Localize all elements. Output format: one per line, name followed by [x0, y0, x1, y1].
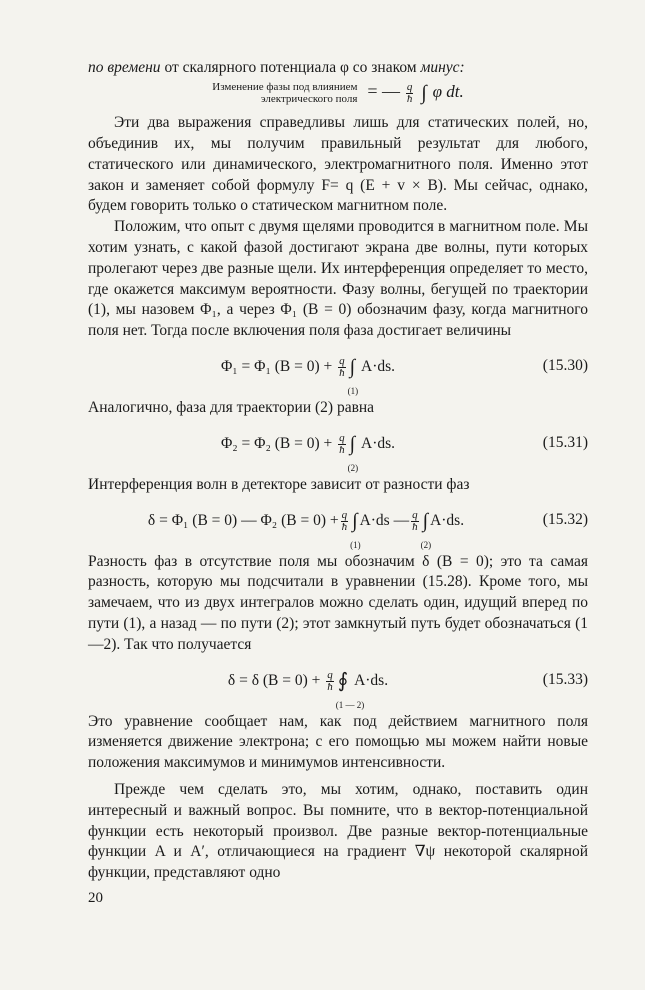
page-body: [88, 58, 588, 884]
equation-15-32-num-2: q: [412, 508, 418, 521]
equation-15-30-num: q: [339, 355, 345, 367]
equation-15-32-body: [88, 508, 524, 550]
intro-italic-2: минус:: [420, 59, 465, 76]
top-equation-integrand: φ dt.: [432, 81, 464, 101]
equation-15-33-integral: [335, 669, 365, 710]
top-equation: [88, 81, 588, 105]
equation-15-32: [88, 502, 588, 550]
equation-15-30-fraction: [338, 356, 346, 379]
equation-15-33-num: q: [327, 668, 333, 681]
intro-italic-1: по времени: [88, 59, 161, 76]
equation-15-32-limit-2: (2): [420, 539, 432, 550]
equation-15-33-limit: (1 — 2): [335, 699, 365, 710]
equation-15-32-int-sign-2: ∫: [422, 509, 429, 532]
equation-15-30-tail: A·ds.: [361, 358, 396, 376]
equation-15-31-integral: [347, 432, 359, 473]
paragraph-1: Эти два выражения справедливы лишь для статических полей, но, объединив их, мы получим правильный результат для любого, статического или динамического, электромагнитного поля. Именно этот закон и заменяет собой формулу F= q (E + v × B). Мы сейчас, однако, будем говорить только о статическом магнитном поле.: [88, 114, 588, 215]
equation-15-30-body: [88, 355, 528, 397]
equation-15-31-fraction: [338, 433, 346, 456]
equation-15-32-mid: A·ds —: [359, 511, 410, 529]
paragraph-2: Положим, что опыт с двумя щелями проводится в магнитном поле. Мы хотим узнать, с какой фазой достигают экрана две волны, пути которых пролегают через две разные щели. Их интерференция определяет то место, где окажется максимум вероятности. Фазу волны, бегущей по траектории (1), мы назовем Φ₁, а через Φ₁ (B = 0) обозначим фазу, когда магнитного поля нет. Тогда после включения поля фаза достигает величины: [88, 218, 588, 340]
equation-15-33-lhs: δ = δ (B = 0) +: [227, 671, 321, 689]
intro-line: [88, 58, 588, 79]
equation-15-33-tail: A·ds.: [354, 671, 389, 689]
equation-15-32-tail: A·ds.: [430, 511, 465, 529]
equation-15-32-number: (15.32): [542, 510, 588, 528]
equation-15-30-int-sign: ∫: [349, 356, 356, 379]
equation-15-32-integral-2: [420, 509, 432, 550]
paragraph-4: Это уравнение сообщает нам, как под действием магнитного поля изменяется движение электрона; с его помощью мы можем найти новые положения максимумов и минимумов интенсивности.: [88, 712, 588, 772]
equation-15-31-limit: (2): [347, 462, 359, 473]
equation-15-33-int-sign: ∮: [337, 669, 349, 692]
equation-15-32-lhs: δ = Φ₁ (B = 0) — Φ₂ (B = 0) +: [147, 511, 339, 529]
intro-text: от скалярного потенциала φ со знаком: [160, 59, 421, 76]
equation-15-33-number: (15.33): [542, 670, 588, 688]
equation-15-31-tail: A·ds.: [361, 434, 396, 452]
top-equation-label-2: электрического поля: [260, 93, 358, 106]
equation-15-30-integral: [347, 356, 359, 397]
paragraph-3: Разность фаз в отсутствие поля мы обозначим δ (B = 0); это та самая разность, которую мы подсчитали в уравнении (15.28). Кроме того, мы замечаем, что из двух интегралов можно сделать один, идущий вперед по пути (1), а назад — по пути (2); этот замкнутый путь будет обозначаться (1—2). Так что получается: [88, 552, 588, 653]
top-equation-integral: ∫: [421, 81, 427, 104]
paragraph-5: Прежде чем сделать это, мы хотим, однако, поставить один интересный и важный вопрос. Вы помните, что в вектор-потенциальной функции есть некоторый произвол. Две разные вектор-потенциальные функции A и A′, отличающиеся на градиент ∇ψ некоторой скалярной функции, представляют одно: [88, 780, 588, 882]
equation-15-31-number: (15.31): [542, 433, 588, 451]
equation-15-31-num: q: [339, 431, 345, 444]
equation-15-32-fraction-1: [341, 510, 349, 533]
equation-15-30-lhs: Φ₁ = Φ₁ (B = 0) +: [220, 358, 333, 376]
top-equation-frac-num: q: [406, 80, 413, 93]
top-equation-rhs-prefix: = —: [367, 80, 400, 101]
equation-15-33: [88, 662, 588, 710]
equation-15-31-body: [88, 431, 528, 473]
equation-15-30-number: (15.30): [542, 357, 588, 374]
top-equation-fraction: [406, 82, 414, 105]
between-text-2: Интерференция волн в детекторе зависит от разности фаз: [88, 475, 470, 493]
equation-15-32-int-sign-1: ∫: [352, 509, 358, 532]
equation-15-32-integral-1: [350, 509, 361, 550]
between-text-1: Аналогично, фаза для траектории (2) равна: [88, 399, 375, 416]
equation-15-31: [88, 425, 588, 473]
equation-15-30-limit: (1): [347, 386, 359, 397]
equation-15-30-den: ħ: [339, 367, 345, 379]
top-equation-label: [212, 81, 357, 105]
equation-15-33-body: [88, 668, 528, 710]
equation-15-32-limit-1: (1): [350, 539, 361, 550]
page-number: 20: [88, 890, 103, 906]
equation-15-33-den: ħ: [327, 680, 333, 693]
equation-15-31-den: ħ: [339, 443, 345, 456]
equation-15-31-int-sign: ∫: [349, 432, 356, 455]
top-equation-frac-den: ħ: [406, 92, 413, 105]
equation-15-32-fraction-2: [411, 510, 419, 533]
equation-15-31-lhs: Φ₂ = Φ₂ (B = 0) +: [220, 434, 333, 452]
equation-15-32-den-2: ħ: [412, 520, 418, 533]
equation-15-32-num-1: q: [341, 508, 348, 521]
top-equation-label-1: Изменение фазы под влиянием: [212, 81, 358, 94]
equation-15-32-den-1: ħ: [341, 520, 348, 533]
equation-15-33-fraction: [326, 670, 334, 693]
equation-15-30: [88, 348, 588, 397]
